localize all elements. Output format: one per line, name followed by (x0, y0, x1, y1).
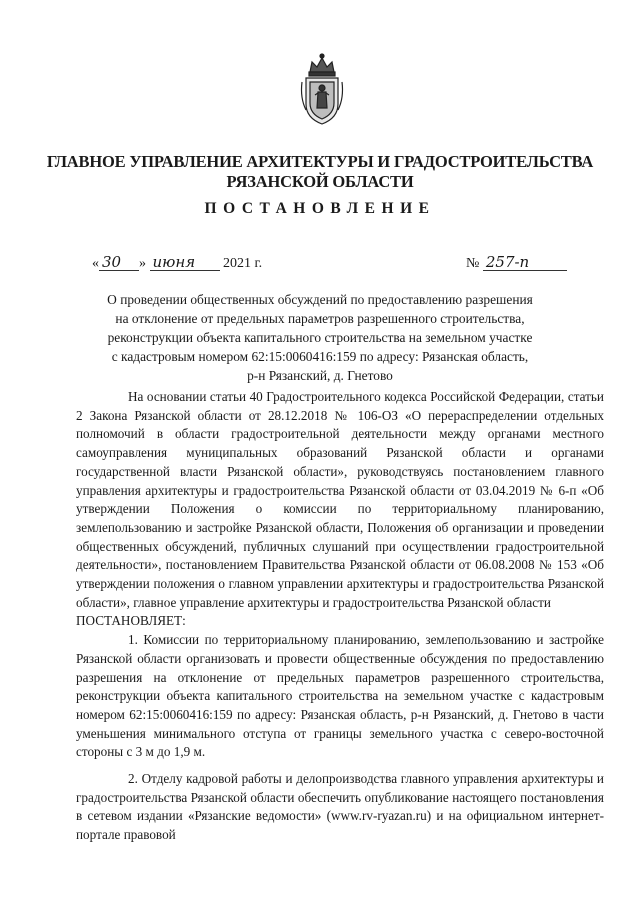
organization-name-line1: ГЛАВНОЕ УПРАВЛЕНИЕ АРХИТЕКТУРЫ И ГРАДОСТРОИТЕЛЬСТВА (46, 152, 594, 171)
organization-name-line2: РЯЗАНСКОЙ ОБЛАСТИ (226, 172, 414, 191)
document-type-title: ПОСТАНОВЛЕНИЕ (204, 200, 436, 217)
document-date (92, 254, 262, 272)
document-number (466, 254, 567, 272)
document-body (76, 388, 604, 845)
subject-line: р-н Рязанский, д. Гнетово (247, 368, 393, 383)
number-sign: № (466, 256, 480, 271)
item-1-paragraph: 1. Комиссии по территориальному планированию, землепользованию и застройке Рязанской области организовать и провести общественные обсуждения по предоставлению разрешения на отклонение от предельных параметров разрешенного строительства, реконструкции объекта капитального строительства на земельном участке с кадастровым номером 62:15:0060416:159 по адресу: Рязанская область, р-н Рязанский, д. Гнетово в части уменьшения минимального отступа от границы земельного участка с северо-восточной стороны с 3 м до 1,9 м. (76, 632, 604, 760)
subject-line: О проведении общественных обсуждений по предоставлению разрешения (107, 292, 533, 307)
subject-line: на отклонение от предельных параметров разрешенного строительства, (115, 311, 525, 326)
item-2-paragraph: 2. Отделу кадровой работы и делопроизводства главного управления архитектуры и градостроительства Рязанской области обеспечить опубликование настоящего постановления в сетевом издании «Рязанские ведомости» (www.rv-ryazan.ru) и на официальном интернет-портале правовой (76, 771, 604, 843)
document-subject (60, 290, 580, 385)
coat-of-arms-emblem (298, 52, 346, 128)
date-quote-close: » (139, 256, 146, 271)
date-month: июня (150, 254, 220, 271)
decree-word: ПОСТАНОВЛЯЕТ: (76, 613, 186, 629)
preamble-paragraph: На основании статьи 40 Градостроительного кодекса Российской Федерации, статьи 2 Закона Рязанской области от 28.12.2018 № 106-ОЗ «О перераспределении отдельных полномочий в области градостроительной деятельности между органами местного самоуправления муниципальных образований Рязанской области и органами государственной власти Рязанской области», руководствуясь постановлением главного управления архитектуры и градостроительства Рязанской области от 03.04.2019 № 6-п «Об утверждении Положения о комиссии по территориальному планированию, землепользованию и застройке Рязанской области, Положения об организации и проведении общественных обсуждений, публичных слушаний при осуществлении градостроительной деятельности», постановлением Правительства Рязанской области от 06.08.2008 № 153 «Об утверждении положения о главном управлении архитектуры и градостроительства Рязанской области», главное управление архитектуры и градостроительства Рязанской области (76, 389, 604, 610)
date-day: 30 (99, 254, 139, 271)
date-quote-open: « (92, 256, 99, 271)
date-year: 2021 г. (223, 256, 263, 271)
number-value: 257-п (483, 254, 567, 271)
subject-line: реконструкции объекта капитального строительства на земельном участке (107, 330, 533, 345)
subject-line: с кадастровым номером 62:15:0060416:159 по адресу: Рязанская область, (111, 349, 529, 364)
